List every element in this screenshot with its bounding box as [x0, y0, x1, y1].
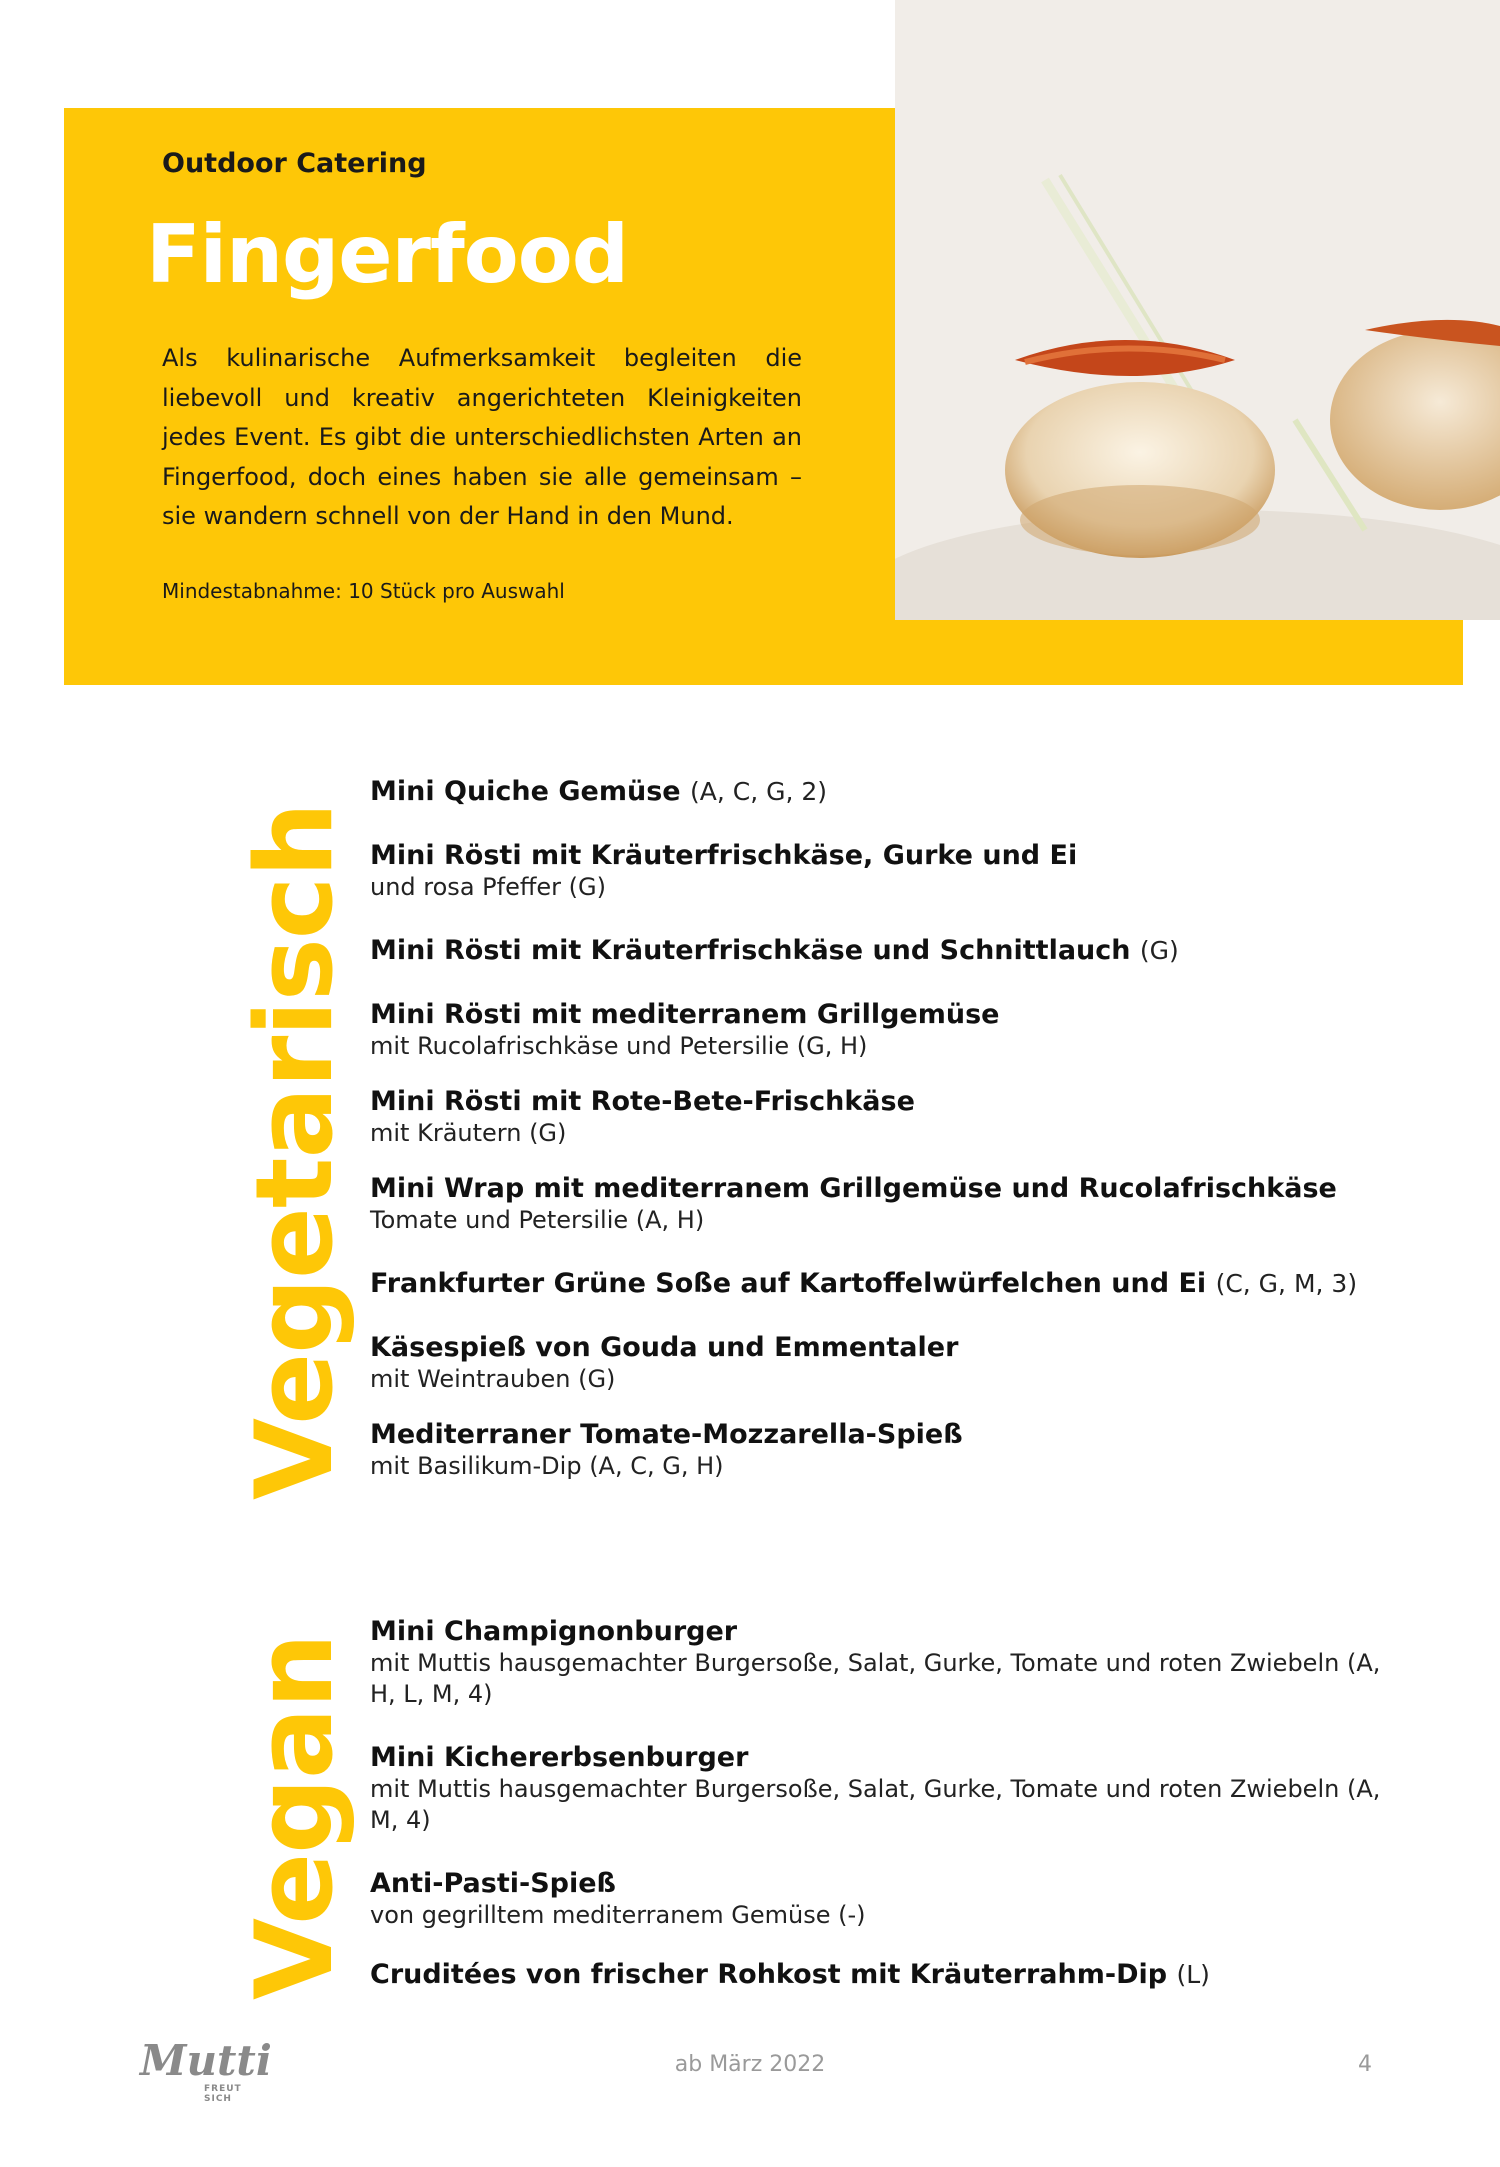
section-label-vegetarisch: Vegetarisch — [233, 802, 356, 1500]
list-item — [370, 1086, 1390, 1149]
list-item — [370, 1868, 1390, 1931]
list-item — [370, 1742, 1390, 1836]
logo-tagline: FREUT SICH — [204, 2084, 242, 2104]
item-description: von gegrilltem mediterranem Gemüse (-) — [370, 1901, 866, 1929]
item-description: Tomate und Petersilie (A, H) — [370, 1206, 705, 1234]
list-item — [370, 1616, 1390, 1710]
logo-wordmark: Mutti — [140, 2036, 272, 2085]
list-item — [370, 999, 1390, 1062]
vegetarian-list — [370, 776, 1390, 1482]
item-title: Frankfurter Grüne Soße auf Kartoffelwürfelchen und Ei — [370, 1268, 1207, 1299]
item-description: und rosa Pfeffer (G) — [370, 873, 606, 901]
list-item — [370, 840, 1390, 903]
scallop-photo — [895, 0, 1500, 620]
item-title: Mini Quiche Gemüse — [370, 776, 681, 807]
allergen-note: (L) — [1176, 1960, 1210, 1989]
item-description: mit Basilikum-Dip (A, C, G, H) — [370, 1452, 724, 1480]
allergen-note: (A, C, G, 2) — [690, 777, 828, 806]
item-title: Anti-Pasti-Spieß — [370, 1868, 616, 1899]
list-item — [370, 1268, 1390, 1300]
item-title: Mini Wrap mit mediterranem Grillgemüse und Rucolafrischkäse — [370, 1173, 1337, 1204]
page-title: Fingerfood — [146, 208, 628, 301]
item-title: Mini Rösti mit Kräuterfrischkäse und Schnittlauch — [370, 935, 1131, 966]
item-title: Mini Rösti mit mediterranem Grillgemüse — [370, 999, 1000, 1030]
item-title: Mini Rösti mit Rote-Bete-Frischkäse — [370, 1086, 915, 1117]
list-item — [370, 1173, 1390, 1236]
intro-paragraph: Als kulinarische Aufmerksamkeit begleiten die liebevoll und kreativ angerichteten Kleinigkeiten jedes Event. Es gibt die unterschiedlichsten Arten an Fingerfood, doch eines haben sie alle gemeinsam – sie wandern schnell von der Hand in den Mund. — [162, 344, 802, 530]
item-description: mit Weintrauben (G) — [370, 1365, 616, 1393]
list-item — [370, 1959, 1390, 1991]
item-title: Mini Kichererbsenburger — [370, 1742, 749, 1773]
item-description: mit Rucolafrischkäse und Petersilie (G, H) — [370, 1032, 868, 1060]
item-description: mit Kräutern (G) — [370, 1119, 567, 1147]
page-number: 4 — [1358, 2052, 1372, 2077]
allergen-note: (C, G, M, 3) — [1215, 1269, 1358, 1298]
vegan-list — [370, 1616, 1390, 1991]
list-item — [370, 776, 1390, 808]
section-label-vegan: Vegan — [233, 1634, 356, 2000]
item-title: Mini Rösti mit Kräuterfrischkäse, Gurke und Ei — [370, 840, 1078, 871]
item-title: Cruditées von frischer Rohkost mit Kräuterrahm-Dip — [370, 1959, 1168, 1990]
item-description: mit Muttis hausgemachter Burgersoße, Salat, Gurke, Tomate und roten Zwiebeln (A, M, 4) — [370, 1775, 1381, 1834]
list-item — [370, 1419, 1390, 1482]
list-item — [370, 1332, 1390, 1395]
minimum-order-note: Mindestabnahme: 10 Stück pro Auswahl — [162, 579, 565, 603]
allergen-note: (G) — [1139, 936, 1179, 965]
list-item — [370, 935, 1390, 967]
item-description: mit Muttis hausgemachter Burgersoße, Salat, Gurke, Tomate und roten Zwiebeln (A, H, L, M, 4) — [370, 1649, 1381, 1708]
header-kicker: Outdoor Catering — [162, 148, 427, 179]
footer-date: ab März 2022 — [674, 2052, 826, 2077]
item-title: Mini Champignonburger — [370, 1616, 738, 1647]
item-title: Käsespieß von Gouda und Emmentaler — [370, 1332, 959, 1363]
item-title: Mediterraner Tomate-Mozzarella-Spieß — [370, 1419, 963, 1450]
